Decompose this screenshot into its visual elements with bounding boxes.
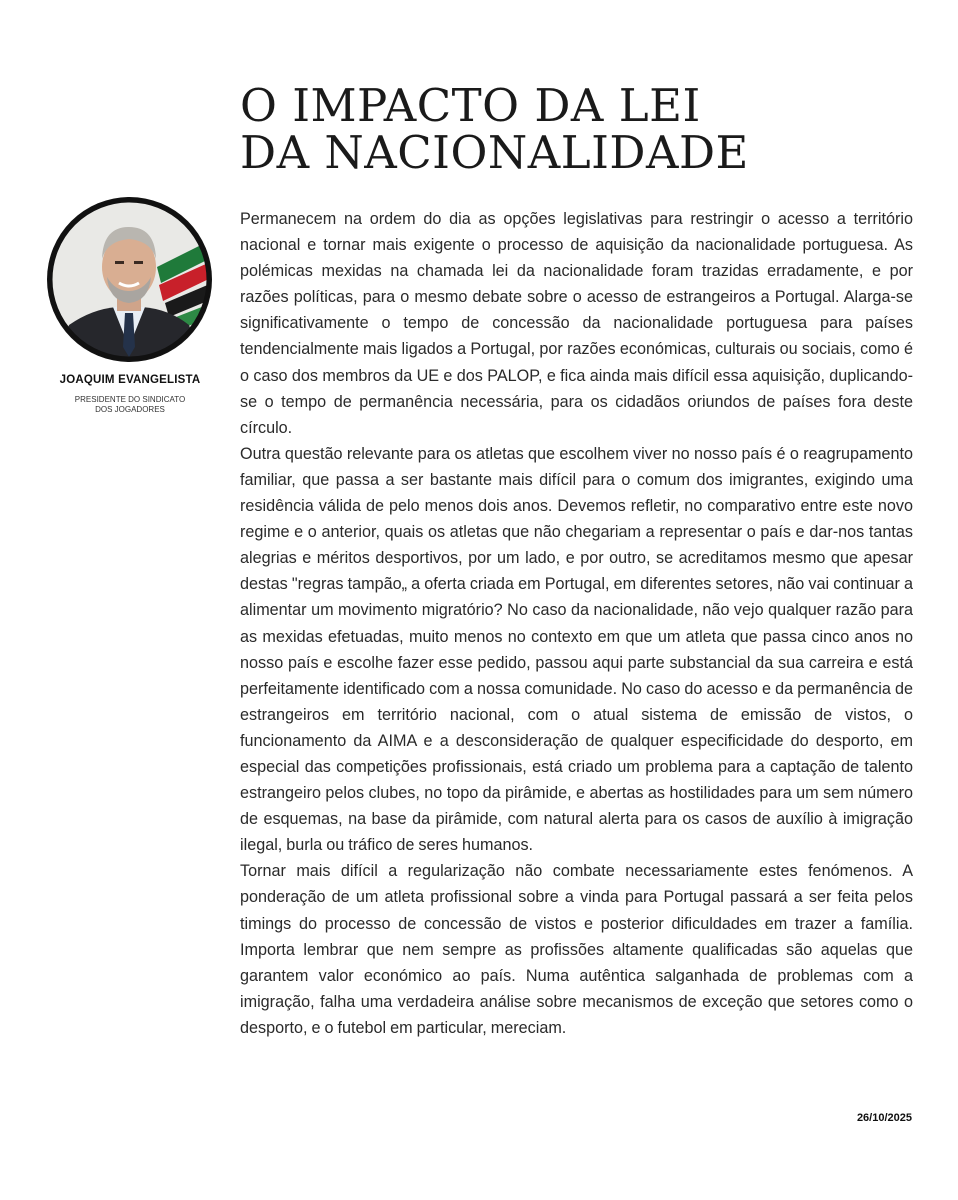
article-body [240, 206, 913, 1041]
author-role-line-2: DOS JOGADORES [95, 405, 165, 414]
author-role [45, 395, 215, 415]
article-paragraph-3: Tornar mais difícil a regularização não combate necessariamente estes fenómenos. A ponderação de um atleta profissional sobre a vinda para Portugal passará a ser feita pelos timings do processo de concessão de vistos e posterior dificuldades em trazer a família. Importa lembrar que nem sempre as profissões altamente qualificadas são aquelas que garantem valor económico ao país. Numa autêntica salganhada de problemas com a imigração, falha uma verdadeira análise sobre mecanismos de exceção que setores como o desporto, e o futebol em particular, mereciam. [240, 862, 913, 1037]
author-name: JOAQUIM EVANGELISTA [59, 374, 201, 386]
article-paragraph-2: Outra questão relevante para os atletas que escolhem viver no nosso país é o reagrupamento familiar, que passa a ser bastante mais difícil para o comum dos imigrantes, exigindo uma residência válida de pelo menos dois anos. Devemos refletir, no comparativo entre este novo regime e o anterior, quais os atletas que não chegariam a representar o país e dar-nos tantas alegrias e méritos desportivos, por um lado, e por outro, se acreditamos mesmo que apesar destas "regras tampão„ a oferta criada em Portugal, em diferentes setores, não vai continuar a alimentar um movimento migratório? No caso da nacionalidade, não vejo qualquer razão para as mexidas efetuadas, muito menos no contexto em que um atleta que passa cinco anos no nosso país e escolhe fazer esse pedido, passou aqui parte substancial da sua carreira e está perfeitamente identificado com a nossa comunidade. No caso do acesso e da permanência de estrangeiros em território nacional, com o atual sistema de emissão de vistos, o funcionamento da AIMA e a desconsideração de qualquer especificidade do desporto, em especial das competições profissionais, está criado um problema para a captação de talento estrangeiro pelos clubes, no topo da pirâmide, e abertas as hostilidades para um sem número de esquemas, na base da pirâmide, com natural alerta para os casos de auxílio à imigração ilegal, burla ou tráfico de seres humanos. [240, 444, 913, 855]
author-photo [47, 197, 212, 362]
author-role-line-1: PRESIDENTE DO SINDICATO [74, 395, 186, 404]
article-paragraph-1: Permanecem na ordem do dia as opções legislativas para restringir o acesso a território nacional e tornar mais exigente o processo de aquisição da nacionalidade portuguesa. As polémicas mexidas na chamada lei da nacionalidade foram trazidas erradamente, e por razões políticas, para o mesmo debate sobre o acesso de estrangeiros a Portugal. Alarga-se significativamente o tempo de concessão da nacionalidade portuguesa para países tendencialmente mais ligados a Portugal, por razões económicas, culturais ou sociais, como é o caso dos membros da UE e dos PALOP, e fica ainda mais difícil essa aquisição, duplicando-se o tempo de permanência necessária, para os cidadãos oriundos de países fora deste círculo. [240, 210, 913, 437]
title-line-2: DA NACIONALIDADE [240, 126, 749, 179]
author-portrait-image [47, 197, 212, 362]
article-title [240, 79, 880, 179]
title-line-1: O IMPACTO DA LEI [240, 79, 701, 132]
publication-date: 26/10/2025 [856, 1112, 912, 1124]
